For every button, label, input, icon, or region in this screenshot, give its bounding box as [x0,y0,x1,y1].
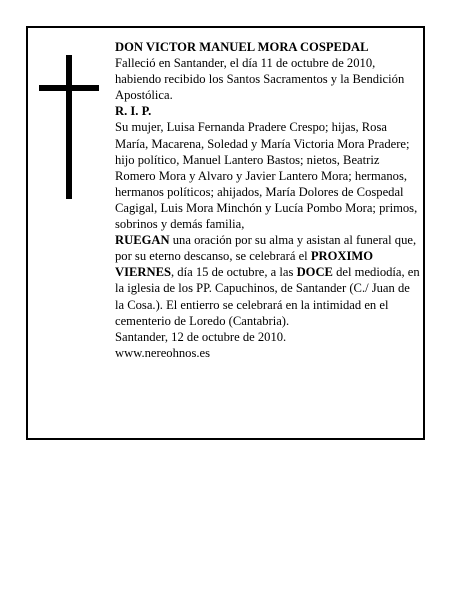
cross-vertical-bar [66,55,72,199]
deceased-name: DON VICTOR MANUEL MORA COSPEDAL [115,40,369,54]
cross-icon [39,55,99,199]
request-word: RUEGAN [115,233,170,248]
cross-horizontal-bar [39,85,99,91]
website-link[interactable]: www.nereohnos.es [115,345,211,360]
family-list: Su mujer, Luisa Fernanda Pradere Crespo; hijas, Rosa María, Macarena, Soledad y María Victoria Mora Pradere; hijo político, Manuel Lantero Bastos; nietos, Beatriz Romero Mora y Alvaro y Javier Lantero Mora; hermanos, hermanos políticos; ahijados, María Dolores de Cospedal Cagigal, Luis Mora Minchón y Lucía Pombo Mora; primos, sobrinos y demás familia, [115,120,418,232]
request-text-3: del mediodía, en la iglesia de los PP. Capuchinos, de Santander (C./ Juan de la Cosa.). El entierro se celebrará en la intimidad en el cementerio de Loredo (Cantabria). [115,265,420,328]
funeral-request [115,232,421,329]
obituary-notice [26,26,425,440]
request-text-2: , día 15 de octubre, a las [171,265,294,280]
notice-text [115,39,421,361]
request-text-1: una oración por su alma y asistan al funeral que, por su eterno descanso, se celebrará el [115,233,417,264]
funeral-hour: DOCE [296,265,333,280]
rip-line: R. I. P. [115,104,152,119]
funeral-day: PROXIMO VIERNES [115,249,374,280]
place-date: Santander, 12 de octubre de 2010. [115,329,287,344]
death-announcement: Falleció en Santander, el día 11 de octubre de 2010, habiendo recibido los Santos Sacramentos y la Bendición Apostólica. [115,56,405,103]
